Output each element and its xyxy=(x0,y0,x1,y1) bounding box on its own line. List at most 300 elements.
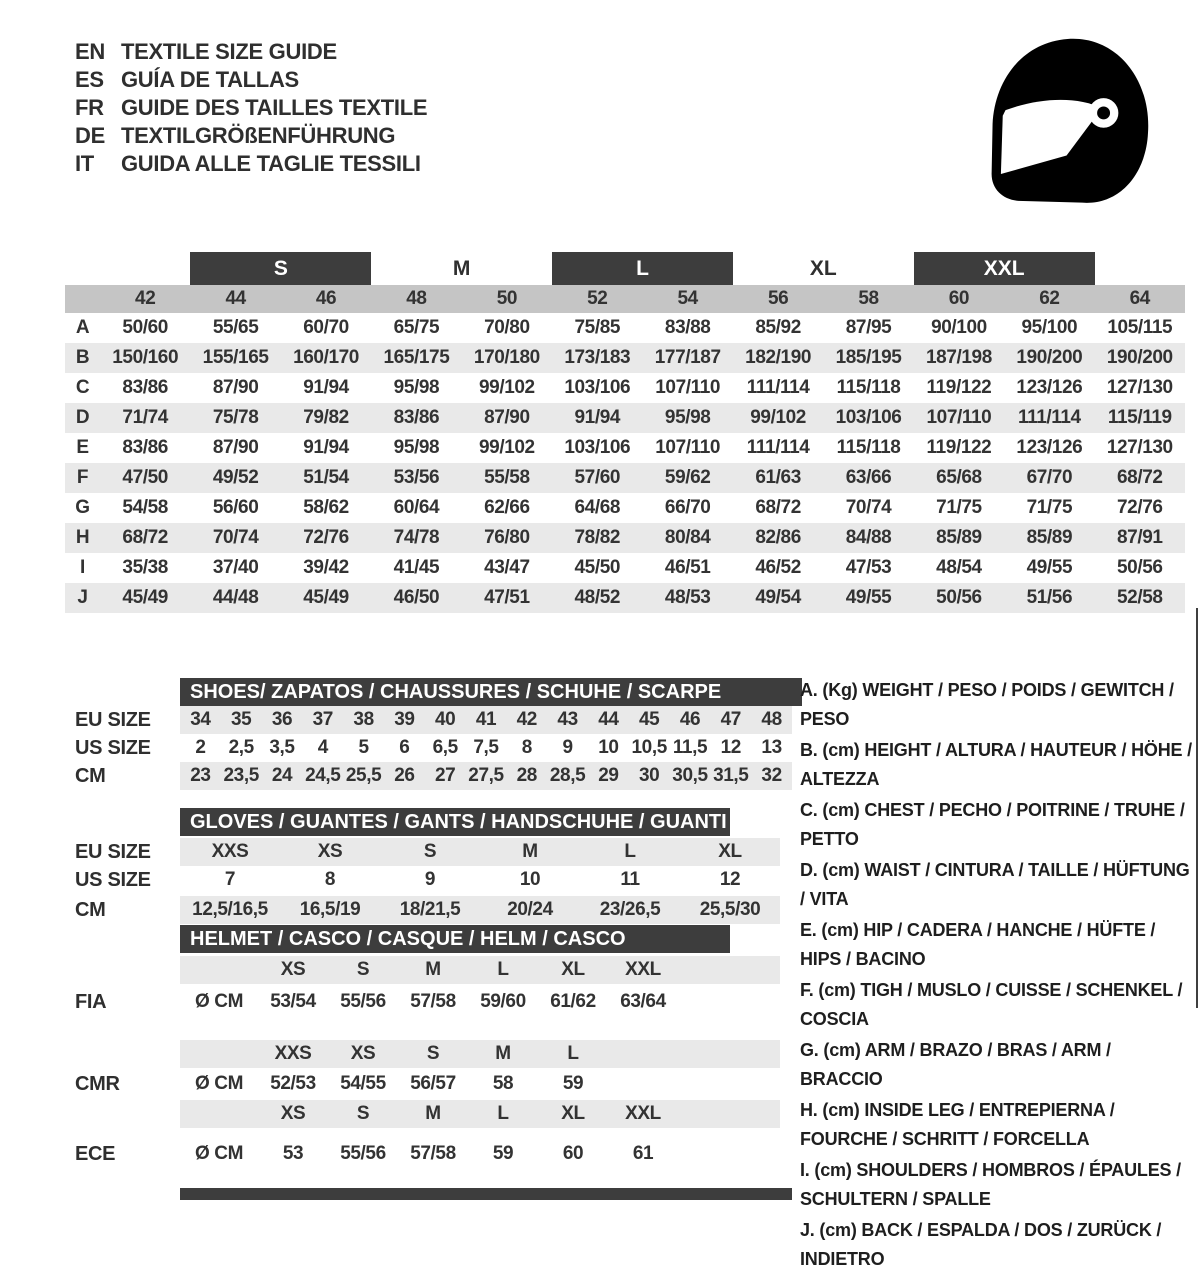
legend-item: E. (cm) HIP / CADERA / HANCHE / HÜFTE / HIPS / BACINO xyxy=(800,920,1156,969)
measure-cell: 68/72 xyxy=(122,527,168,548)
language-title: GUIDE DES TAILLES TEXTILE xyxy=(121,95,428,120)
measure-cell: 45/49 xyxy=(303,587,349,608)
gloves-eu-row xyxy=(180,838,780,866)
textile-size-group-row xyxy=(65,252,1185,285)
helmet-value-cell: 55/56 xyxy=(340,991,386,1012)
helmet-size-cell: XXL xyxy=(625,959,661,980)
measure-cell: 91/94 xyxy=(303,377,349,398)
racing-helmet-icon xyxy=(975,26,1160,211)
measure-cell: 107/110 xyxy=(655,437,721,458)
shoes-cm-cell: 30 xyxy=(639,765,660,786)
helmet-size-cell: S xyxy=(356,1103,370,1124)
measure-cell: 70/80 xyxy=(484,317,530,338)
measure-cell: 48/53 xyxy=(664,587,711,608)
numeric-size: 50 xyxy=(496,288,518,309)
cropped-next-section-bar xyxy=(180,1188,792,1200)
measure-cell: 50/60 xyxy=(122,317,168,338)
helmet-ece-sizes-row xyxy=(180,1100,780,1128)
language-code: EN xyxy=(75,39,105,64)
helmet-size-cell: L xyxy=(567,1043,579,1064)
measure-cell: 182/190 xyxy=(745,347,812,368)
row-label: I xyxy=(80,557,85,578)
legend-item: J. (cm) BACK / ESPALDA / DOS / ZURÜCK / INDIETRO xyxy=(800,1220,1162,1269)
gloves-us-cell: 9 xyxy=(424,869,436,890)
measure-cell: 72/76 xyxy=(1117,497,1163,518)
gloves-eu-cell: M xyxy=(522,841,538,862)
measure-cell: 115/118 xyxy=(836,437,901,458)
helmet-size-cell: M xyxy=(495,1043,511,1064)
numeric-size: 54 xyxy=(677,288,698,309)
helmet-unit: Ø CM xyxy=(194,1143,243,1164)
measure-cell: 111/114 xyxy=(1017,407,1081,428)
measure-cell: 75/78 xyxy=(212,407,259,428)
shoes-eu-size-label: EU SIZE xyxy=(75,709,151,731)
shoes-cm-row xyxy=(180,762,792,790)
textile-row-E xyxy=(65,433,1185,463)
textile-row-G xyxy=(65,493,1185,523)
language-row-de xyxy=(75,122,427,150)
measure-cell: 111/114 xyxy=(746,437,810,458)
helmet-unit: Ø CM xyxy=(194,1073,243,1094)
legend-item: I. (cm) SHOULDERS / HOMBROS / ÉPAULES / SCHULTERN / SPALLE xyxy=(800,1160,1181,1209)
measure-cell: 160/170 xyxy=(293,347,359,368)
gloves-eu-cell: XS xyxy=(317,841,343,862)
measure-cell: 47/50 xyxy=(122,467,168,488)
numeric-size: 44 xyxy=(225,288,246,309)
measure-cell: 115/118 xyxy=(836,377,901,398)
gloves-cm-cell: 16,5/19 xyxy=(299,899,361,920)
helmet-value-cell: 63/64 xyxy=(620,991,666,1012)
helmet-size-cell: M xyxy=(425,959,441,980)
helmet-value-cell: 59 xyxy=(562,1073,584,1094)
helmet-size-cell: S xyxy=(426,1043,440,1064)
measure-cell: 76/80 xyxy=(484,527,530,548)
shoes-cm-cell: 28 xyxy=(516,765,537,786)
legend-item: A. (Kg) WEIGHT / PESO / POIDS / GEWITCH / PESO xyxy=(800,680,1174,729)
helmet-value-cell: 53/54 xyxy=(270,991,316,1012)
measure-cell: 177/187 xyxy=(654,347,721,368)
measure-cell: 65/68 xyxy=(936,467,982,488)
measure-cell: 127/130 xyxy=(1106,377,1173,398)
language-row-it xyxy=(75,150,427,178)
measure-cell: 95/98 xyxy=(393,437,440,458)
helmet-value-cell: 56/57 xyxy=(410,1073,456,1094)
measure-cell: 173/183 xyxy=(564,347,631,368)
measure-cell: 71/75 xyxy=(936,497,982,518)
measure-cell: 65/75 xyxy=(393,317,440,338)
gloves-cm-label: CM xyxy=(75,899,106,921)
gloves-cm-cell: 12,5/16,5 xyxy=(192,899,268,920)
legend-item: F. (cm) TIGH / MUSLO / CUISSE / SCHENKEL / COSCIA xyxy=(800,980,1183,1029)
legend-item: C. (cm) CHEST / PECHO / POITRINE / TRUHE / PETTO xyxy=(800,800,1185,849)
measure-cell: 83/86 xyxy=(122,377,168,398)
shoes-cm-cell: 23,5 xyxy=(223,765,259,786)
shoes-us-row xyxy=(180,734,792,762)
measure-cell: 119/122 xyxy=(926,377,992,398)
shoes-section-header: SHOES/ ZAPATOS / CHAUSSURES / SCHUHE / SCARPE xyxy=(180,678,802,706)
measure-cell: 52/58 xyxy=(1117,587,1163,608)
legend-item: B. (cm) HEIGHT / ALTURA / HAUTEUR / HÖHE / ALTEZZA xyxy=(800,740,1192,789)
measure-cell: 46/51 xyxy=(664,557,711,578)
row-label: F xyxy=(76,467,89,488)
measure-cell: 54/58 xyxy=(122,497,168,518)
numeric-size: 48 xyxy=(406,288,427,309)
language-title-list xyxy=(75,38,427,178)
numeric-size: 64 xyxy=(1129,288,1150,309)
size-group-l: L xyxy=(552,252,733,285)
measure-cell: 99/102 xyxy=(479,377,535,398)
shoes-us-cell: 4 xyxy=(317,737,328,758)
measure-cell: 150/160 xyxy=(112,347,179,368)
measure-cell: 57/60 xyxy=(574,467,621,488)
measure-cell: 185/195 xyxy=(835,347,902,368)
textile-row-B xyxy=(65,343,1185,373)
helmet-unit-spacer xyxy=(180,1040,258,1068)
shoes-cm-cell: 27,5 xyxy=(468,765,504,786)
shoes-us-size-label: US SIZE xyxy=(75,737,151,759)
numeric-size: 60 xyxy=(948,288,970,309)
gloves-eu-size-label: EU SIZE xyxy=(75,841,151,863)
shoes-eu-cell: 42 xyxy=(516,709,537,730)
measure-cell: 58/62 xyxy=(303,497,349,518)
measure-cell: 70/74 xyxy=(212,527,259,548)
measure-cell: 67/70 xyxy=(1026,467,1073,488)
measure-cell: 99/102 xyxy=(479,437,535,458)
shoes-eu-cell: 47 xyxy=(720,709,741,730)
measure-cell: 95/98 xyxy=(393,377,440,398)
row-label: G xyxy=(75,497,90,518)
measure-cell: 44/48 xyxy=(212,587,259,608)
gloves-cm-cell: 20/24 xyxy=(507,899,553,920)
gloves-us-cell: 7 xyxy=(224,869,236,890)
size-group-m: M xyxy=(452,256,471,280)
shoes-eu-cell: 44 xyxy=(598,709,619,730)
language-row-fr xyxy=(75,94,427,122)
measure-cell: 46/52 xyxy=(755,557,801,578)
measure-cell: 49/55 xyxy=(845,587,892,608)
measure-cell: 91/94 xyxy=(574,407,621,428)
ece-label: ECE xyxy=(75,1143,116,1165)
helmet-section-header: HELMET / CASCO / CASQUE / HELM / CASCO xyxy=(180,925,730,953)
measure-cell: 95/100 xyxy=(1021,317,1078,338)
textile-row-I xyxy=(65,553,1185,583)
row-label: D xyxy=(75,407,90,428)
measure-cell: 85/89 xyxy=(1026,527,1073,548)
helmet-value-cell: 59 xyxy=(492,1143,514,1164)
measure-cell: 103/106 xyxy=(564,437,631,458)
measure-cell: 46/50 xyxy=(393,587,440,608)
helmet-value-cell: 61 xyxy=(632,1143,654,1164)
textile-numeric-size-band xyxy=(65,285,1185,313)
language-code: IT xyxy=(75,151,94,176)
gloves-us-cell: 10 xyxy=(519,869,541,890)
helmet-size-cell: XL xyxy=(561,1103,585,1124)
shoes-cm-cell: 23 xyxy=(190,765,211,786)
measure-cell: 45/50 xyxy=(574,557,621,578)
legend-item: H. (cm) INSIDE LEG / ENTREPIERNA / FOURCHE / SCHRITT / FORCELLA xyxy=(800,1100,1115,1149)
legend-item: D. (cm) WAIST / CINTURA / TAILLE / HÜFTUNG / VITA xyxy=(800,860,1190,909)
measure-cell: 95/98 xyxy=(664,407,711,428)
row-label: B xyxy=(75,347,90,368)
shoes-cm-cell: 30,5 xyxy=(672,765,708,786)
measure-cell: 66/70 xyxy=(664,497,711,518)
shoes-eu-cell: 36 xyxy=(271,709,293,730)
measure-cell: 74/78 xyxy=(393,527,440,548)
helmet-value-cell xyxy=(608,1070,678,1098)
shoes-us-cell: 13 xyxy=(761,737,782,758)
language-title: TEXTILGRÖßENFÜHRUNG xyxy=(121,123,396,148)
language-row-es xyxy=(75,66,427,94)
helmet-cmr-sizes-row xyxy=(180,1040,780,1068)
helmet-size-cell: XS xyxy=(350,1043,376,1064)
measure-cell: 79/82 xyxy=(303,407,349,428)
helmet-size-cell: XS xyxy=(280,959,306,980)
helmet-value-cell: 57/58 xyxy=(410,1143,456,1164)
measure-cell: 87/90 xyxy=(484,407,530,428)
measure-cell: 119/122 xyxy=(926,437,992,458)
measure-cell: 91/94 xyxy=(303,437,349,458)
measure-cell: 39/42 xyxy=(303,557,349,578)
measure-cell: 190/200 xyxy=(1106,347,1173,368)
measure-cell: 78/82 xyxy=(574,527,621,548)
helmet-ece-values-row xyxy=(180,1140,780,1168)
gloves-eu-cell: S xyxy=(423,841,437,862)
helmet-unit-spacer xyxy=(180,1100,258,1128)
shoes-cm-cell: 31,5 xyxy=(713,765,749,786)
measure-cell: 68/72 xyxy=(1117,467,1163,488)
textile-row-A xyxy=(65,313,1185,343)
shoes-us-cell: 8 xyxy=(521,737,532,758)
cmr-label: CMR xyxy=(75,1073,120,1095)
measure-cell: 85/89 xyxy=(936,527,982,548)
row-label: H xyxy=(75,527,90,548)
language-code: DE xyxy=(75,123,105,148)
numeric-size: 62 xyxy=(1039,288,1060,309)
measure-cell: 61/63 xyxy=(755,467,801,488)
measure-cell: 43/47 xyxy=(484,557,530,578)
measure-cell: 60/64 xyxy=(393,497,440,518)
measure-cell: 72/76 xyxy=(303,527,349,548)
measure-cell: 115/119 xyxy=(1107,407,1172,428)
measure-cell: 49/54 xyxy=(755,587,801,608)
measure-cell: 90/100 xyxy=(931,317,987,338)
measure-cell: 84/88 xyxy=(845,527,892,548)
gloves-section-header: GLOVES / GUANTES / GANTS / HANDSCHUHE / GUANTI xyxy=(180,808,730,836)
measure-cell: 107/110 xyxy=(926,407,992,428)
measure-cell: 49/55 xyxy=(1026,557,1073,578)
measure-cell: 53/56 xyxy=(393,467,440,488)
shoes-eu-cell: 40 xyxy=(435,709,456,730)
numeric-size: 52 xyxy=(587,288,608,309)
measure-cell: 190/200 xyxy=(1016,347,1083,368)
size-group-xl: XL xyxy=(809,256,837,280)
helmet-size-cell: XS xyxy=(280,1103,306,1124)
measure-cell: 71/75 xyxy=(1026,497,1073,518)
measure-cell: 59/62 xyxy=(664,467,711,488)
textile-row-F xyxy=(65,463,1185,493)
language-row-en xyxy=(75,38,427,66)
helmet-fia-sizes-row xyxy=(180,956,780,984)
measure-cell: 49/52 xyxy=(212,467,259,488)
measure-cell: 68/72 xyxy=(755,497,801,518)
shoes-us-cell: 2,5 xyxy=(228,737,254,758)
shoes-eu-cell: 38 xyxy=(353,709,374,730)
measure-cell: 47/51 xyxy=(484,587,530,608)
measure-cell: 55/65 xyxy=(212,317,259,338)
right-edge-line xyxy=(1196,608,1198,1008)
measure-cell: 187/198 xyxy=(926,347,992,368)
row-label: A xyxy=(75,317,90,338)
helmet-value-cell: 52/53 xyxy=(270,1073,316,1094)
language-title: TEXTILE SIZE GUIDE xyxy=(121,39,337,64)
numeric-size: 56 xyxy=(767,288,789,309)
measure-cell: 111/114 xyxy=(746,377,810,398)
helmet-cmr-values-row xyxy=(180,1070,780,1098)
shoes-us-cell: 9 xyxy=(562,737,573,758)
shoes-cm-cell: 28,5 xyxy=(549,765,586,786)
measure-cell: 64/68 xyxy=(574,497,621,518)
measure-cell: 103/106 xyxy=(564,377,631,398)
gloves-cm-cell: 18/21,5 xyxy=(399,899,461,920)
size-group-s: S xyxy=(190,252,371,285)
shoes-cm-cell: 27 xyxy=(435,765,456,786)
numeric-size: 46 xyxy=(315,288,337,309)
shoes-us-cell: 10 xyxy=(598,737,619,758)
shoes-eu-cell: 45 xyxy=(639,709,660,730)
textile-row-H xyxy=(65,523,1185,553)
shoes-us-cell: 10,5 xyxy=(631,737,667,758)
measure-cell: 87/90 xyxy=(212,437,259,458)
measure-cell: 105/115 xyxy=(1107,317,1173,338)
helmet-value-cell: 54/55 xyxy=(340,1073,386,1094)
measure-cell: 45/49 xyxy=(122,587,168,608)
measure-cell: 48/52 xyxy=(574,587,621,608)
helmet-size-cell xyxy=(608,1040,678,1068)
shoes-cm-cell: 24,5 xyxy=(305,765,341,786)
row-label: E xyxy=(76,437,89,458)
shoes-eu-cell: 43 xyxy=(557,709,578,730)
textile-row-C xyxy=(65,373,1185,403)
measure-cell: 37/40 xyxy=(212,557,259,578)
helmet-value-cell: 55/56 xyxy=(340,1143,386,1164)
shoes-cm-label: CM xyxy=(75,765,106,787)
gloves-us-cell: 11 xyxy=(620,869,640,890)
numeric-size: 58 xyxy=(858,288,879,309)
helmet-size-cell: XXS xyxy=(274,1043,312,1064)
helmet-value-cell: 59/60 xyxy=(480,991,526,1012)
measure-cell: 170/180 xyxy=(473,347,540,368)
shoes-eu-cell: 46 xyxy=(679,709,701,730)
measure-cell: 50/56 xyxy=(936,587,982,608)
measure-cell: 123/126 xyxy=(1016,377,1083,398)
shoes-us-cell: 3,5 xyxy=(269,737,295,758)
gloves-cm-row xyxy=(180,896,780,924)
measure-cell: 165/175 xyxy=(383,347,450,368)
measure-cell: 47/53 xyxy=(845,557,892,578)
shoes-eu-row xyxy=(180,706,792,734)
language-code: FR xyxy=(75,95,104,120)
measure-cell: 87/91 xyxy=(1117,527,1163,548)
measure-cell: 87/95 xyxy=(845,317,892,338)
gloves-cm-cell: 25,5/30 xyxy=(699,899,761,920)
measure-cell: 103/106 xyxy=(835,407,902,428)
measure-cell: 82/86 xyxy=(755,527,801,548)
shoes-eu-cell: 48 xyxy=(761,709,782,730)
shoes-us-cell: 12 xyxy=(720,737,741,758)
helmet-size-cell: M xyxy=(425,1103,441,1124)
shoes-eu-cell: 39 xyxy=(394,709,415,730)
measure-cell: 63/66 xyxy=(845,467,892,488)
measure-cell: 75/85 xyxy=(574,317,621,338)
helmet-unit-spacer xyxy=(180,956,258,984)
measure-cell: 155/165 xyxy=(202,347,269,368)
helmet-size-cell: L xyxy=(497,1103,509,1124)
measure-cell: 56/60 xyxy=(212,497,259,518)
measure-cell: 123/126 xyxy=(1016,437,1083,458)
language-title: GUÍA DE TALLAS xyxy=(121,67,299,92)
language-code: ES xyxy=(75,67,104,92)
textile-row-D xyxy=(65,403,1185,433)
shoes-cm-cell: 32 xyxy=(761,765,782,786)
shoes-us-cell: 6 xyxy=(399,737,410,758)
shoes-eu-cell: 35 xyxy=(231,709,252,730)
shoes-cm-cell: 24 xyxy=(271,765,293,786)
num-band-spacer xyxy=(65,285,100,313)
helmet-size-cell: XXL xyxy=(625,1103,661,1124)
shoes-cm-cell: 29 xyxy=(598,765,619,786)
helmet-value-cell: 58 xyxy=(492,1073,514,1094)
size-group-xxl: XXL xyxy=(914,252,1095,285)
shoes-us-cell: 2 xyxy=(195,737,206,758)
gloves-eu-cell: XL xyxy=(718,841,742,862)
measure-cell: 87/90 xyxy=(212,377,259,398)
textile-row-J xyxy=(65,583,1185,613)
language-title: GUIDA ALLE TAGLIE TESSILI xyxy=(121,151,421,176)
shoes-eu-cell: 37 xyxy=(312,709,333,730)
gloves-us-cell: 8 xyxy=(324,869,336,890)
measure-cell: 51/56 xyxy=(1026,587,1073,608)
gloves-eu-cell: L xyxy=(624,841,636,862)
row-label: J xyxy=(77,587,88,608)
helmet-value-cell: 53 xyxy=(282,1143,304,1164)
gloves-cm-cell: 23/26,5 xyxy=(599,899,661,920)
measure-cell: 70/74 xyxy=(845,497,892,518)
measurement-legend xyxy=(800,676,1198,1276)
fia-label: FIA xyxy=(75,991,107,1013)
helmet-size-cell: L xyxy=(497,959,509,980)
helmet-value-cell: 57/58 xyxy=(410,991,456,1012)
measure-cell: 62/66 xyxy=(484,497,530,518)
measure-cell: 60/70 xyxy=(303,317,349,338)
legend-item: G. (cm) ARM / BRAZO / BRAS / ARM / BRACCIO xyxy=(800,1040,1111,1089)
shoes-us-cell: 7,5 xyxy=(473,737,499,758)
measure-cell: 51/54 xyxy=(303,467,349,488)
numeric-size: 42 xyxy=(135,288,156,309)
gloves-us-size-label: US SIZE xyxy=(75,869,151,891)
textile-measurement-table xyxy=(65,313,1185,613)
measure-cell: 99/102 xyxy=(750,407,806,428)
shoes-cm-cell: 25,5 xyxy=(345,765,382,786)
gloves-us-cell: 12 xyxy=(719,869,741,890)
shoes-cm-cell: 26 xyxy=(394,765,415,786)
helmet-value-cell: 61/62 xyxy=(550,991,596,1012)
helmet-size-cell: XL xyxy=(561,959,585,980)
helmet-unit: Ø CM xyxy=(194,991,243,1012)
measure-cell: 35/38 xyxy=(122,557,168,578)
measure-cell: 83/86 xyxy=(122,437,168,458)
measure-cell: 41/45 xyxy=(393,557,440,578)
measure-cell: 127/130 xyxy=(1106,437,1173,458)
